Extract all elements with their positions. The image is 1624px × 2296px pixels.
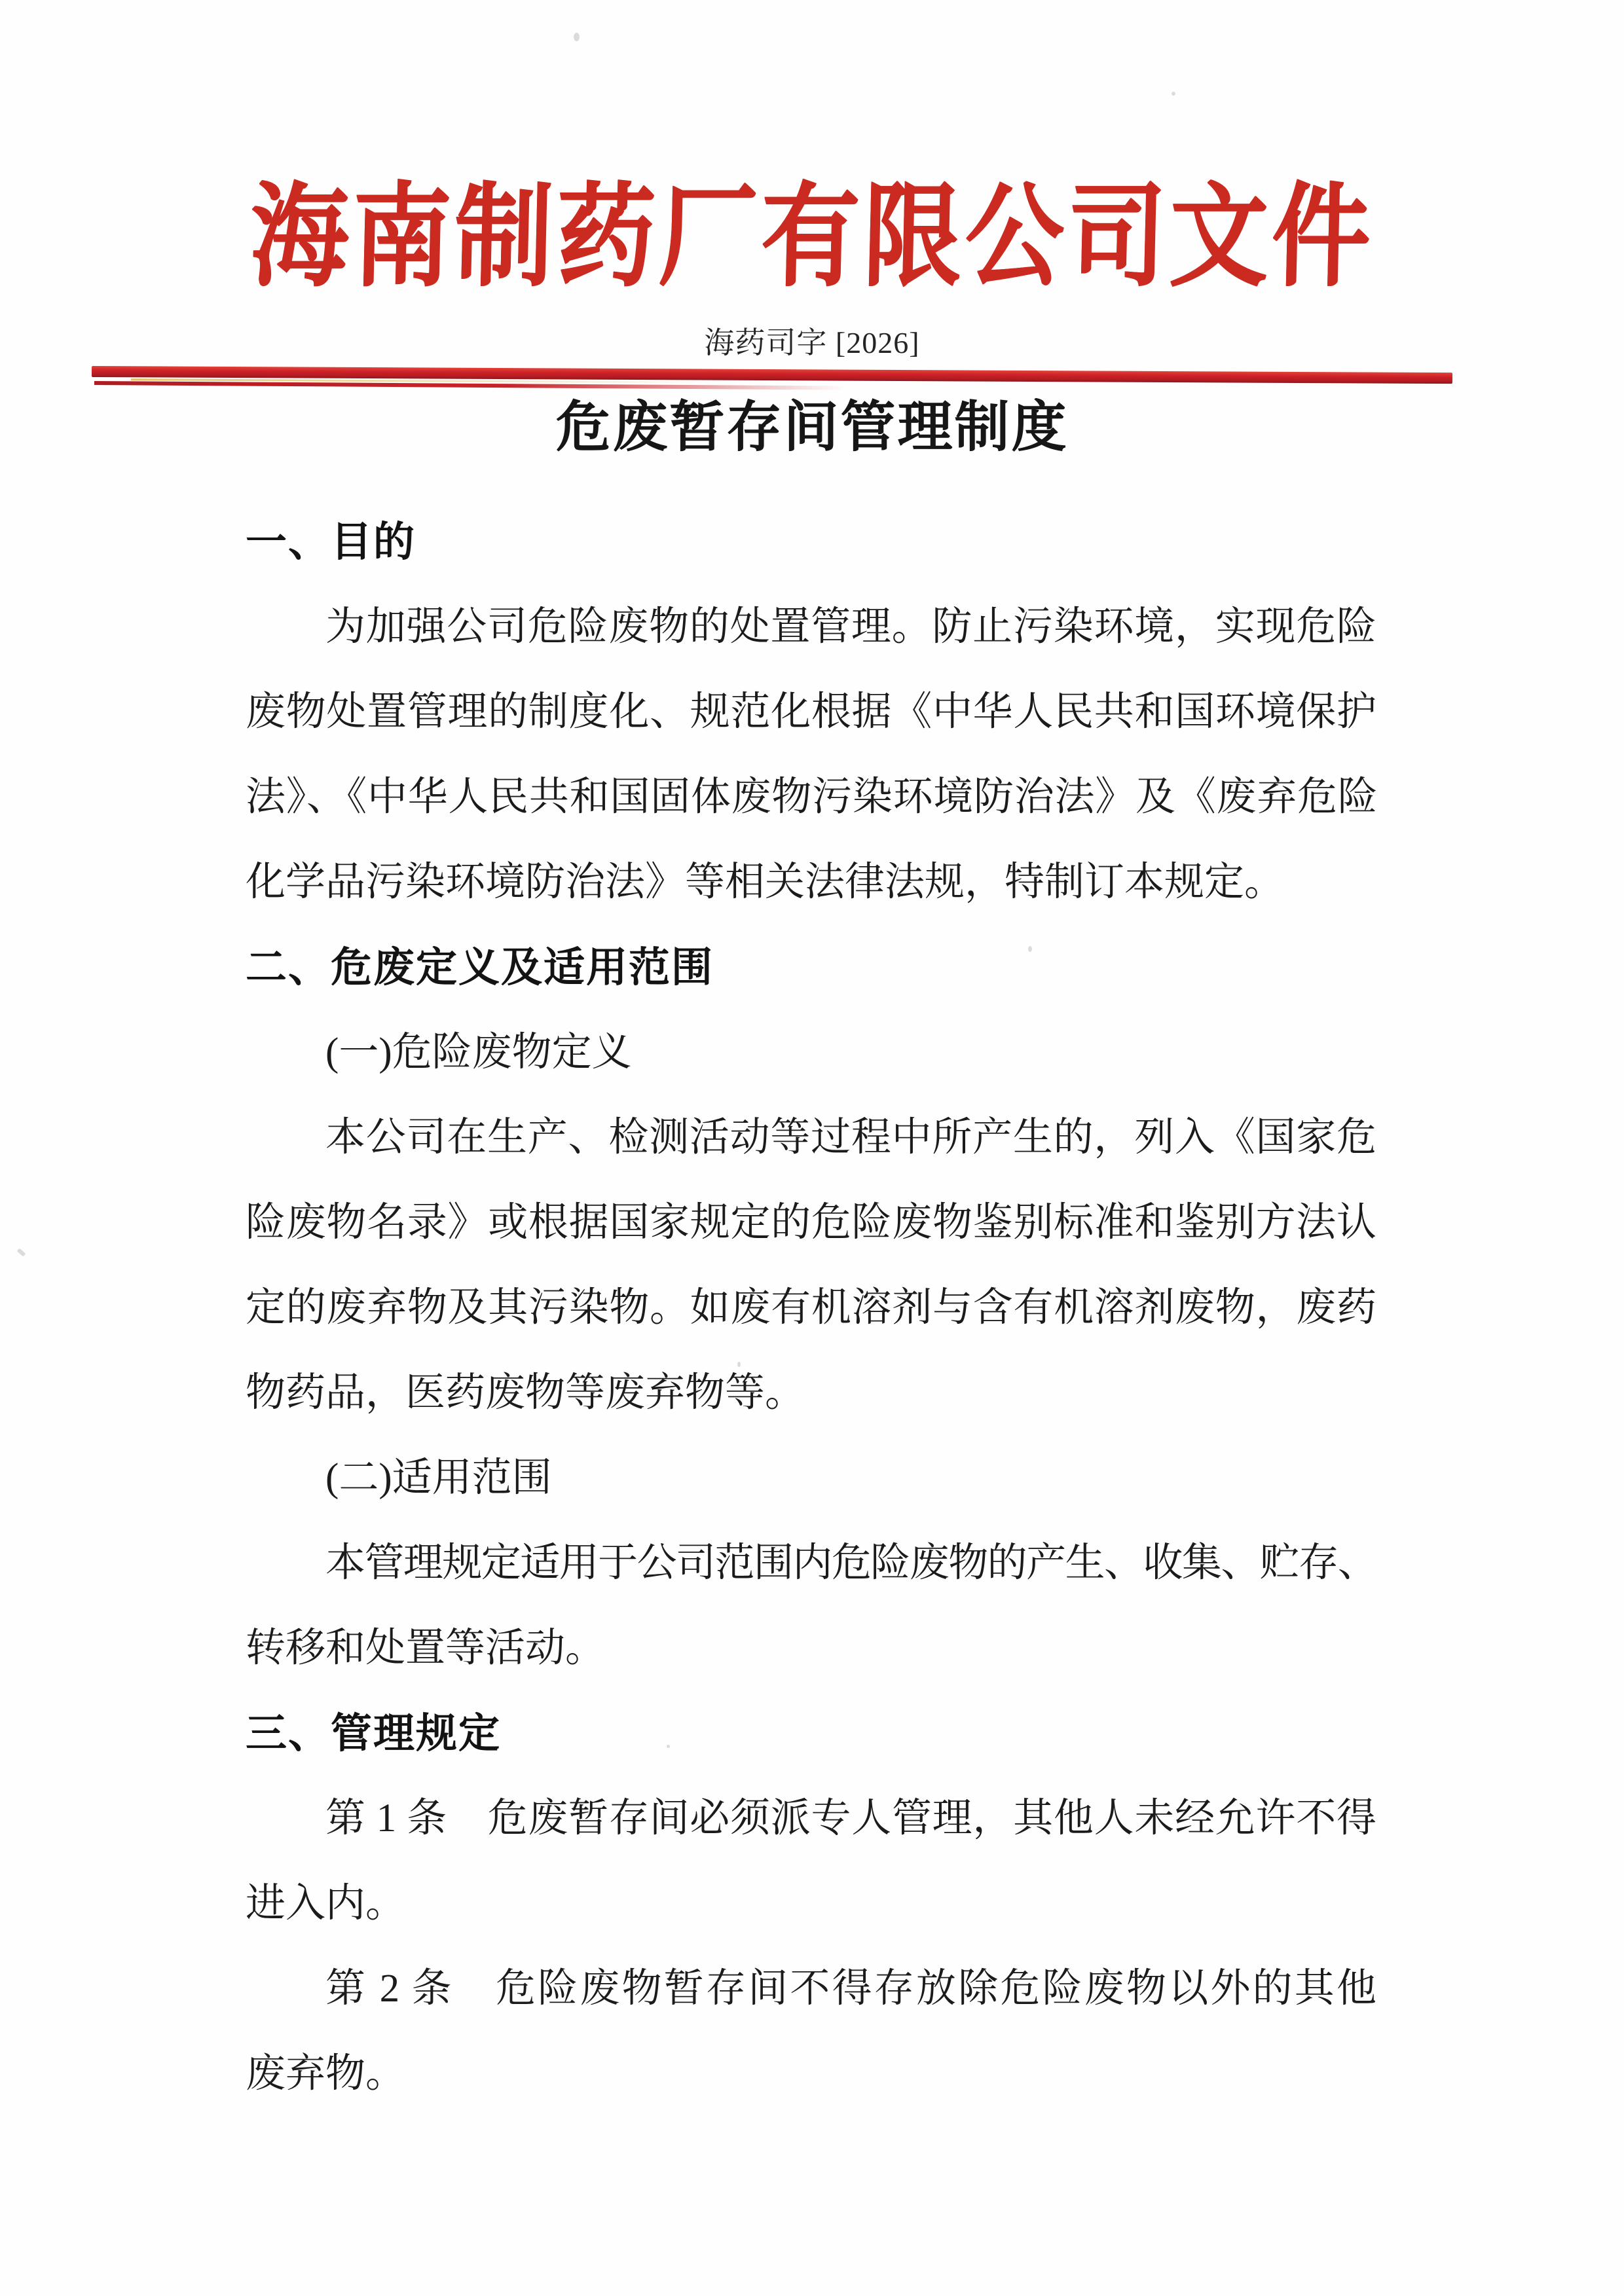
paragraph-line: 为加强公司危险废物的处置管理。防止污染环境，实现危险 [325,605,1376,649]
company-letterhead [0,175,1624,300]
subsection-heading: (二)适用范围 [325,1456,552,1500]
scan-speck [1172,92,1175,96]
scan-speck [1028,946,1032,952]
subsection-heading: (一)危险废物定义 [325,1030,632,1074]
paragraph-line: 险废物名录》或根据国家规定的危险废物鉴别标准和鉴别方法认 [246,1201,1376,1245]
paragraph-line: 物药品，医药废物等废弃物等。 [246,1371,805,1415]
scan-speck [574,33,580,41]
section-heading-purpose: 一、目的 [246,519,416,565]
rule-item-line: 进入内。 [246,1882,406,1925]
document-body [246,500,1376,2117]
paragraph-line: 本公司在生产、检测活动等过程中所产生的，列入《国家危 [325,1116,1376,1159]
document-number: 海药司字 [2026] [704,326,920,359]
paragraph-line: 转移和处置等活动。 [246,1626,606,1670]
paragraph-line: 定的废弃物及其污染物。如废有机溶剂与含有机溶剂废物，废药 [246,1286,1376,1330]
rule-item-line: 废弃物。 [246,2052,406,2096]
letterhead-rule-shadow-line [94,381,847,390]
rule-item-line: 第 2 条 危险废物暂存间不得存放除危险废物以外的其他 [325,1967,1376,2011]
company-letterhead-text: 海南制药厂有限公司文件 [248,175,1376,300]
paragraph-line: 本管理规定适用于公司范围内危险废物的产生、收集、贮存、 [325,1541,1376,1585]
letterhead-rule [92,366,1452,384]
rule-item-line: 第 1 条 危废暂存间必须派专人管理，其他人未经允许不得 [325,1796,1376,1840]
document-title: 危废暂存间管理制度 [555,396,1069,458]
paragraph-line: 法》、《中华人民共和国固体废物污染环境防治法》及《废弃危险 [246,775,1376,819]
paragraph-line: 废物处置管理的制度化、规范化根据《中华人民共和国环境保护 [246,690,1376,734]
scan-speck [17,1248,26,1257]
section-heading-definition: 二、危废定义及适用范围 [246,945,714,991]
scan-speck [737,1362,741,1367]
section-heading-rules: 三、管理规定 [246,1711,501,1757]
paragraph-line: 化学品污染环境防治法》等相关法律法规，特制订本规定。 [246,860,1285,904]
scan-speck [667,1745,670,1748]
